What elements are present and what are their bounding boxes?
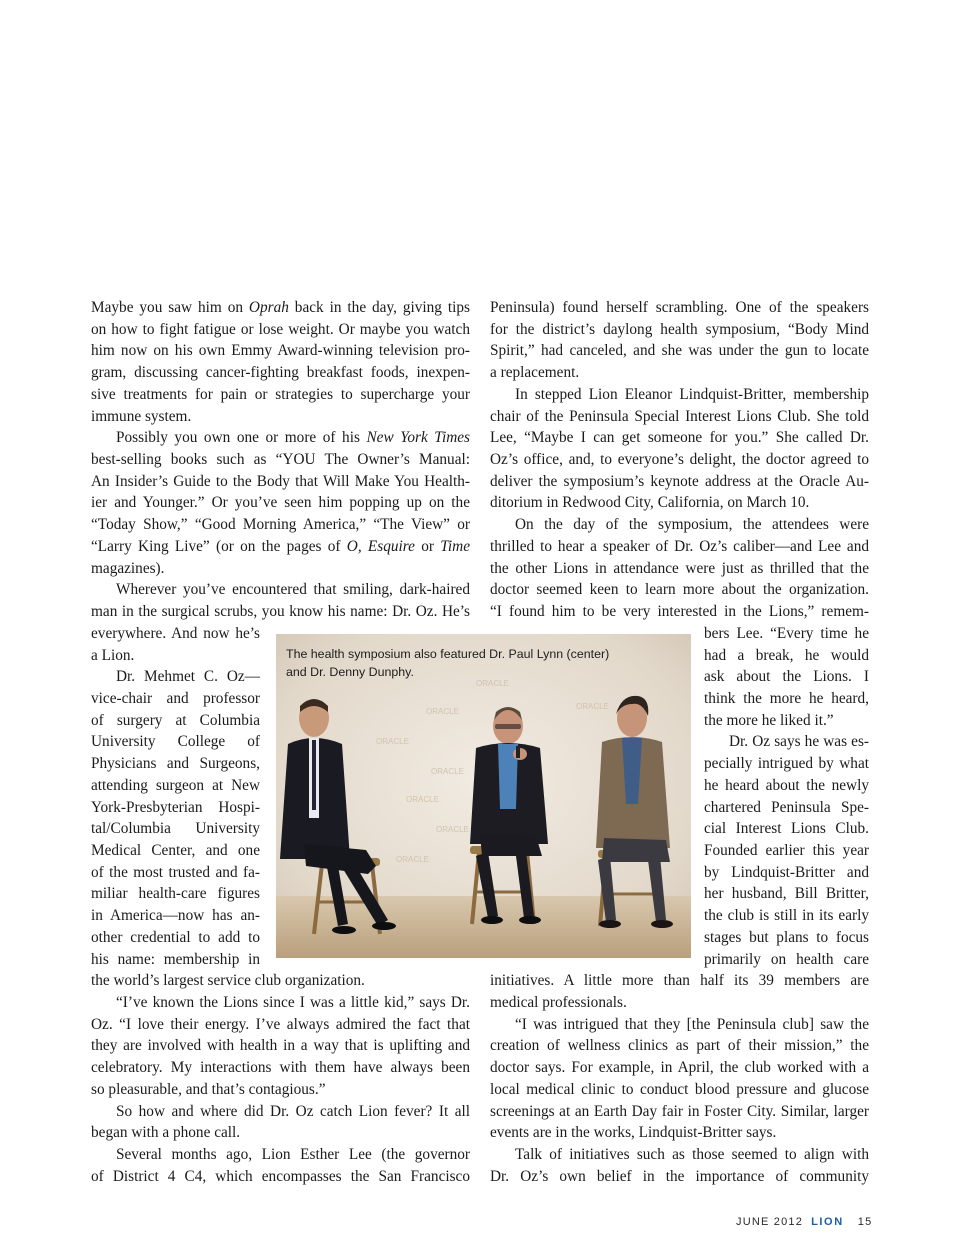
text-line [91, 1035, 470, 1057]
text-run: Maybe you saw him on [91, 299, 249, 316]
backdrop-logo: ORACLE [431, 767, 464, 776]
text-line [91, 949, 260, 971]
text-run: events are in the works, Lindquist-Britter says. [490, 1124, 777, 1142]
text-line [490, 1035, 869, 1057]
text-line [490, 1122, 869, 1144]
text-run: for the district’s daylong health symposium, “Body Mind [490, 320, 869, 338]
text-line [91, 558, 470, 580]
text-run: best-selling books such as “YOU The Owner’s Manual: [91, 451, 470, 469]
text-line [490, 362, 869, 384]
text-run: chartered Peninsula Spe- [704, 798, 869, 816]
text-run: Oz’s office, and, to everyone’s delight, the doctor agreed to [490, 451, 869, 469]
text-line [704, 797, 869, 819]
text-line [490, 319, 869, 341]
text-run: ask about the Lions. I [704, 668, 869, 686]
italic-run: Oprah [248, 299, 289, 316]
text-line [116, 1101, 470, 1123]
text-run: had a break, he would [704, 646, 869, 664]
text-run: in America—now has an- [91, 907, 260, 925]
text-line [91, 970, 470, 992]
text-line [704, 862, 869, 884]
text-run: Dr. Oz says he was es- [729, 733, 869, 751]
backdrop-logo: ORACLE [406, 795, 439, 804]
text-line [704, 883, 869, 905]
symposium-photo [276, 634, 691, 958]
text-line [91, 927, 260, 949]
text-run: An Insider’s Guide to the Body that Will Make You Health- [91, 472, 470, 490]
text-run: ier and Younger.” Or you’ve seen him popping up on the [91, 494, 470, 512]
text-run: deliver the symposium’s keynote address at the Oracle Au- [490, 472, 869, 490]
text-run: think the more he heard, [704, 689, 869, 707]
text-line [490, 449, 869, 471]
text-line [490, 558, 869, 580]
text-run: primarily on health care [704, 950, 869, 968]
text-line [704, 710, 869, 732]
text-line [704, 949, 869, 971]
text-run: bers Lee. “Every time he [704, 624, 869, 642]
text-line [91, 1122, 470, 1144]
text-line [91, 797, 260, 819]
text-run: him now on his own Emmy Award-winning television pro- [91, 342, 470, 360]
backdrop-logo: ORACLE [396, 855, 429, 864]
text-run: doctor says. For example, in April, the club worked with a [490, 1059, 869, 1077]
text-line [515, 514, 869, 536]
text-run: miliar health-care figures [91, 885, 260, 903]
text-run: doctor seemed keen to learn more about the organization. [490, 581, 869, 599]
text-run: celebratory. My interactions with them have always been [91, 1059, 470, 1077]
italic-run: Time [440, 537, 470, 555]
text-run: stages but plans to focus [704, 928, 869, 946]
text-line [91, 449, 470, 471]
text-run: magazines). [91, 559, 165, 577]
text-run: began with a phone call. [91, 1124, 241, 1142]
text-line [490, 406, 869, 428]
text-run: the more he liked it.” [704, 711, 834, 729]
text-line [91, 297, 470, 319]
text-run: chair of the Peninsula Special Interest Lions Club. She told [490, 407, 869, 425]
text-line [91, 384, 470, 406]
text-line [91, 905, 260, 927]
text-line [91, 492, 470, 514]
text-run: So how and where did Dr. Oz catch Lion fever? It all [116, 1102, 470, 1120]
photo-caption [286, 645, 686, 681]
magazine-name: LION [811, 1216, 844, 1228]
text-run: other credential to add to [91, 928, 260, 946]
text-line [91, 731, 260, 753]
text-run: “Today Show,” “Good Morning America,” “The View” or [91, 516, 470, 534]
text-line [729, 731, 869, 753]
text-line [91, 362, 470, 384]
text-run: back in the day, giving tips [288, 299, 470, 316]
text-run: Medical Center, and one [91, 842, 260, 859]
italic-run: New York Times [366, 429, 470, 447]
text-line [704, 818, 869, 840]
text-run: cial Interest Lions Club. [704, 820, 869, 838]
text-line [490, 1057, 869, 1079]
text-line [704, 688, 869, 710]
text-line [704, 623, 869, 645]
text-line [91, 710, 260, 732]
text-line [91, 1079, 470, 1101]
text-run: so pleasurable, and that’s contagious.” [91, 1080, 326, 1098]
text-run: of District 4 C4, which encompasses the San Francisco [91, 1167, 470, 1185]
text-run: attending surgeon at New [91, 776, 260, 794]
text-line [91, 840, 260, 862]
text-line [704, 905, 869, 927]
text-run: “I found him to be very interested in the Lions,” remem- [490, 603, 869, 621]
text-line [91, 688, 260, 710]
text-run: the club is still in its early [704, 907, 869, 925]
text-run: Peninsula) found herself scrambling. One of the speakers [490, 299, 869, 316]
page-number: 15 [857, 1216, 873, 1228]
text-line [515, 1144, 869, 1166]
text-line [490, 970, 869, 992]
text-line [91, 340, 470, 362]
backdrop-logo: ORACLE [476, 679, 509, 688]
text-run: a Lion. [91, 646, 135, 664]
text-line [490, 601, 869, 623]
text-run: man in the surgical scrubs, you know his name: Dr. Oz. He’s [91, 603, 470, 621]
text-line [91, 319, 470, 341]
text-line [116, 427, 470, 449]
text-run: Dr. Mehmet C. Oz— [116, 668, 260, 686]
text-line [490, 492, 869, 514]
text-run: gram, discussing cancer-fighting breakfast foods, inexpen- [91, 364, 470, 382]
text-line [704, 666, 869, 688]
photo-caption-line: and Dr. Denny Dunphy. [286, 665, 414, 679]
text-run: “I was intrigued that they [the Peninsula club] saw the [515, 1015, 869, 1033]
backdrop-logo: ORACLE [426, 707, 459, 716]
text-run: Dr. Oz’s own belief in the importance of community [490, 1167, 869, 1185]
text-run: pecially intrigued by what [704, 755, 869, 773]
text-line [704, 840, 869, 862]
text-line [490, 297, 869, 319]
text-line [116, 992, 470, 1014]
text-run: everywhere. And now he’s [91, 624, 260, 642]
text-run: of the most trusted and fa- [91, 863, 260, 881]
text-run: immune system. [91, 407, 192, 425]
text-run: thrilled to hear a speaker of Dr. Oz’s caliber—and Lee and [490, 537, 869, 555]
text-run: Possibly you own one or more of his [116, 429, 367, 447]
text-line [490, 471, 869, 493]
text-run: Wherever you’ve encountered that smiling, dark-haired [116, 581, 470, 599]
text-line [91, 1166, 470, 1188]
text-run: Talk of initiatives such as those seemed to align with [515, 1146, 869, 1164]
text-run: Several months ago, Lion Esther Lee (the governor [116, 1146, 470, 1164]
text-line [515, 1014, 869, 1036]
text-run: they are involved with health in a way that is uplifting and [91, 1037, 470, 1055]
text-run: University College of [91, 733, 260, 751]
text-line [490, 1079, 869, 1101]
text-run: the world’s largest service club organization. [91, 972, 365, 990]
text-line [490, 536, 869, 558]
text-line [704, 753, 869, 775]
text-line [91, 623, 260, 645]
text-line [91, 862, 260, 884]
text-line [91, 775, 260, 797]
italic-run: O, Esquire [346, 537, 415, 555]
text-run: initiatives. A little more than half its 39 members are [490, 972, 869, 990]
text-run: ditorium in Redwood City, California, on March 10. [490, 494, 810, 512]
text-line [91, 536, 470, 558]
text-run: Founded earlier this year [704, 842, 869, 859]
text-line [116, 666, 260, 688]
backdrop-logo: ORACLE [576, 702, 609, 711]
text-line [515, 384, 869, 406]
text-run: her husband, Bill Britter, [704, 885, 869, 903]
text-line [490, 1101, 869, 1123]
text-run: “Larry King Live” (or on the pages of [91, 537, 347, 555]
photo-caption-line: The health symposium also featured Dr. Paul Lynn (center) [286, 647, 610, 661]
issue-date: JUNE 2012 [736, 1216, 804, 1228]
text-run: local medical clinic to conduct blood pressure and glucose [490, 1080, 869, 1098]
text-line [704, 645, 869, 667]
text-run: medical professionals. [490, 994, 627, 1012]
text-run: In stepped Lion Eleanor Lindquist-Britter, membership [515, 385, 869, 403]
text-run: the other Lions in attendance were just as thrilled that the [490, 559, 869, 577]
text-run: a replacement. [490, 364, 580, 382]
text-run: by Lindquist-Britter and [704, 863, 869, 881]
text-line [91, 471, 470, 493]
text-run: vice-chair and professor [91, 689, 260, 707]
text-run: Spirit,” had canceled, and she was under the gun to locate [490, 342, 869, 360]
text-run: or [414, 537, 441, 555]
text-run: “I’ve known the Lions since I was a little kid,” says Dr. [116, 994, 470, 1012]
text-run: Lee, “Maybe I can get someone for you.” She called Dr. [490, 429, 869, 447]
text-line [490, 340, 869, 362]
text-run: York-Presbyterian Hospi- [91, 798, 260, 816]
text-line [490, 579, 869, 601]
text-line [490, 992, 869, 1014]
text-run: sive treatments for pain or strategies to supercharge your [91, 385, 470, 403]
text-line [91, 753, 260, 775]
text-run: Physicians and Surgeons, [91, 755, 260, 773]
text-line [91, 406, 470, 428]
text-line [116, 579, 470, 601]
text-line [91, 514, 470, 536]
text-line [91, 818, 260, 840]
text-line [490, 1166, 869, 1188]
text-run: Oz. “I love their energy. I’ve always admired the fact that [91, 1015, 470, 1033]
backdrop-logo: ORACLE [436, 825, 469, 834]
text-line [116, 1144, 470, 1166]
text-run: of surgery at Columbia [91, 711, 260, 729]
text-run: On the day of the symposium, the attendees were [515, 516, 869, 534]
text-run: tal/Columbia University [91, 820, 260, 838]
text-run: he heard about the newly [704, 776, 869, 794]
backdrop-logo: ORACLE [376, 737, 409, 746]
text-line [91, 601, 470, 623]
text-line [91, 1014, 470, 1036]
page-footer [736, 1216, 872, 1228]
text-line [704, 927, 869, 949]
text-line [91, 1057, 470, 1079]
text-run: his name: membership in [91, 950, 260, 968]
text-run: on how to fight fatigue or lose weight. Or maybe you watch [91, 320, 470, 338]
text-run: creation of wellness clinics as part of their mission,” the [490, 1037, 869, 1055]
text-line [91, 883, 260, 905]
text-line [704, 775, 869, 797]
text-line [490, 427, 869, 449]
text-line [91, 645, 260, 667]
text-run: screenings at an Earth Day fair in Foster City. Similar, larger [490, 1102, 869, 1120]
